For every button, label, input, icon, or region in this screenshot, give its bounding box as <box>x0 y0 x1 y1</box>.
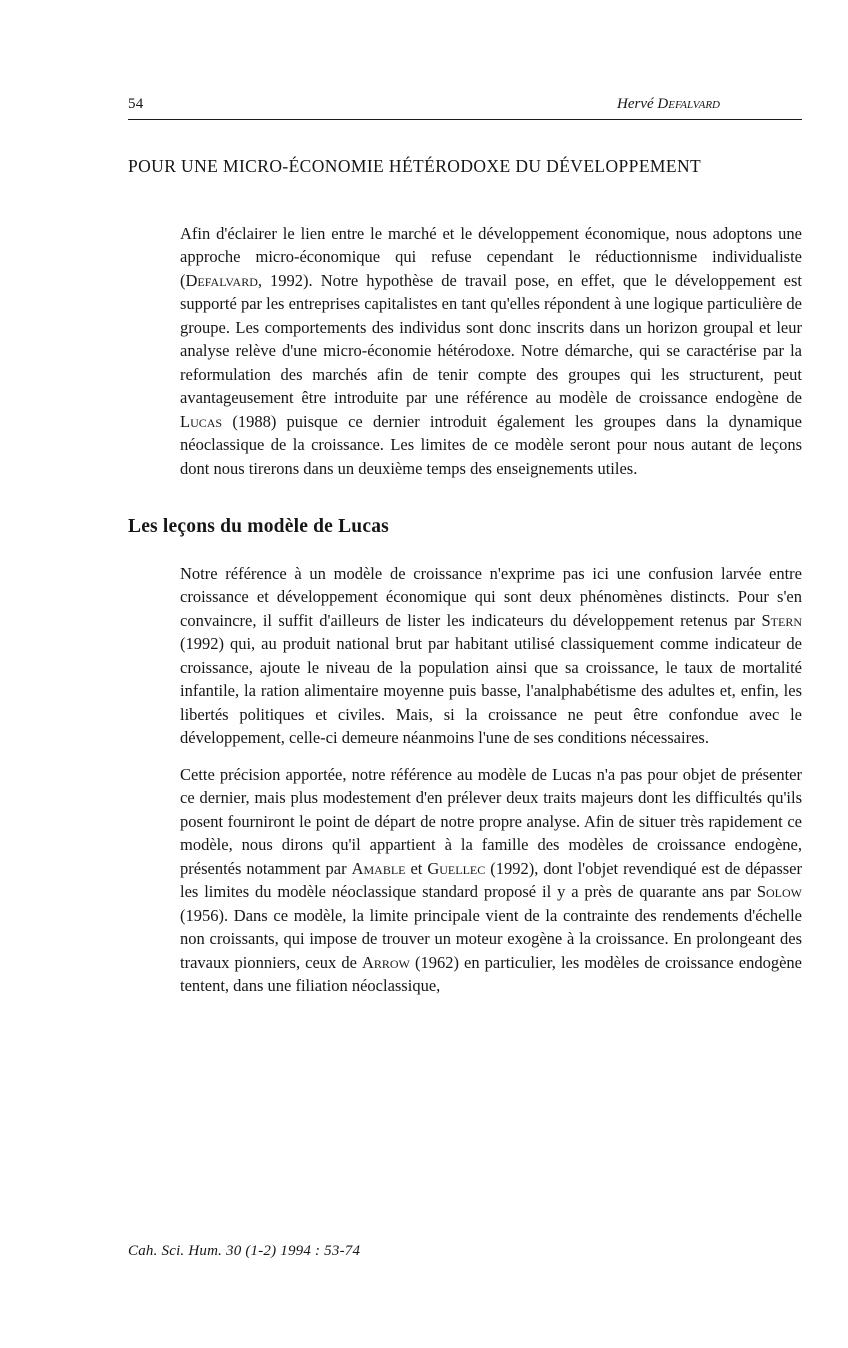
author-last-name: Defalvard <box>657 96 720 112</box>
section-heading: Les leçons du modèle de Lucas <box>128 516 389 538</box>
paragraph <box>180 222 802 481</box>
text-run: , 1992). Notre hypothèse de travail pose, en effet, que le développement est supporté par les entreprises capitalistes en tant qu'elles répondent à une logique particulière de groupe. Les comportements des individus sont donc inscrits dans un horizon groupal et leur analyse relève d'une micro-économie hétérodoxe. Notre démarche, qui se caractérise par la reformulation des marchés afin de tenir compte des groupes qui les structurent, peut avantageusement être introduite par une référence au modèle de croissance endogène de <box>180 270 802 408</box>
smallcaps-name: Defalvard <box>185 270 258 290</box>
text-run: (1992) qui, au produit national brut par habitant utilisé classiquement comme indicateur de croissance, ajoute le niveau de la population ainsi que sa croissance, le taux de mortalité infantile, la ration alimentaire moyenne puis basse, l'analphabétisme des adultes et, enfin, les libertés politiques et civiles. Mais, si la croissance ne peut être confondue avec le développement, celle-ci demeure néanmoins l'une de ses conditions nécessaires. <box>180 634 802 748</box>
page-footer <box>128 1243 360 1260</box>
article-section-title: POUR UNE MICRO-ÉCONOMIE HÉTÉRODOXE DU DÉVELOPPEMENT <box>128 156 702 176</box>
paragraph <box>180 763 802 998</box>
author-first-name: Hervé <box>617 96 654 112</box>
text-run: Notre référence à un modèle de croissance n'exprime pas ici une confusion larvée entre croissance et développement économique qui sont deux phénomènes distincts. Pour s'en convaincre, il suffit d'ailleurs de lister les indicateurs du développement retenus par <box>180 563 802 630</box>
smallcaps-name: Guellec <box>427 858 486 878</box>
text-run: et <box>405 858 428 878</box>
text-run: (1956). Dans ce modèle, la limite principale vient de la contrainte des rendements d'échelle non croissants, qui impose de trouver un moteur exogène à la croissance. En prolongeant des travaux pionniers, ceux de <box>180 905 802 972</box>
smallcaps-name: Solow <box>756 882 802 902</box>
page-number: 54 <box>128 96 144 112</box>
smallcaps-name: Lucas <box>180 411 223 431</box>
page-header <box>128 96 802 120</box>
smallcaps-name: Arrow <box>361 952 410 972</box>
text-run: Cette précision apportée, notre référence au modèle de Lucas n'a pas pour objet de présenter ce dernier, mais plus modestement d'en prélever deux traits majeurs dont les difficultés qu'ils posent fourniront le point de départ de notre propre analyse. Afin de situer très rapidement ce modèle, nous dirons qu'il appartient à la famille des modèles de croissance endogène, présentés notamment par <box>180 764 802 878</box>
running-head-author <box>617 96 720 113</box>
text-run: (1988) puisque ce dernier introduit également les groupes dans la dynamique néoclassique de la croissance. Les limites de ce modèle seront pour nous autant de leçons dont nous tirerons dans un deuxième temps des enseignements utiles. <box>180 411 802 478</box>
text-run: (1992), dont l'objet revendiqué est de dépasser les limites du modèle néoclassique standard proposé il y a près de quarante ans par <box>180 858 802 902</box>
article-body <box>128 222 802 998</box>
smallcaps-name: Stern <box>761 610 802 630</box>
text-run: (1962) en particulier, les modèles de croissance endogène tentent, dans une filiation néoclassique, <box>180 952 802 996</box>
journal-citation: Cah. Sci. Hum. 30 (1-2) 1994 : 53-74 <box>128 1243 361 1259</box>
paragraph <box>180 562 802 750</box>
smallcaps-name: Amable <box>351 858 406 878</box>
text-run: Afin d'éclairer le lien entre le marché et le développement économique, nous adoptons une approche micro-économique qui refuse cependant le réductionnisme individualiste ( <box>180 223 802 290</box>
